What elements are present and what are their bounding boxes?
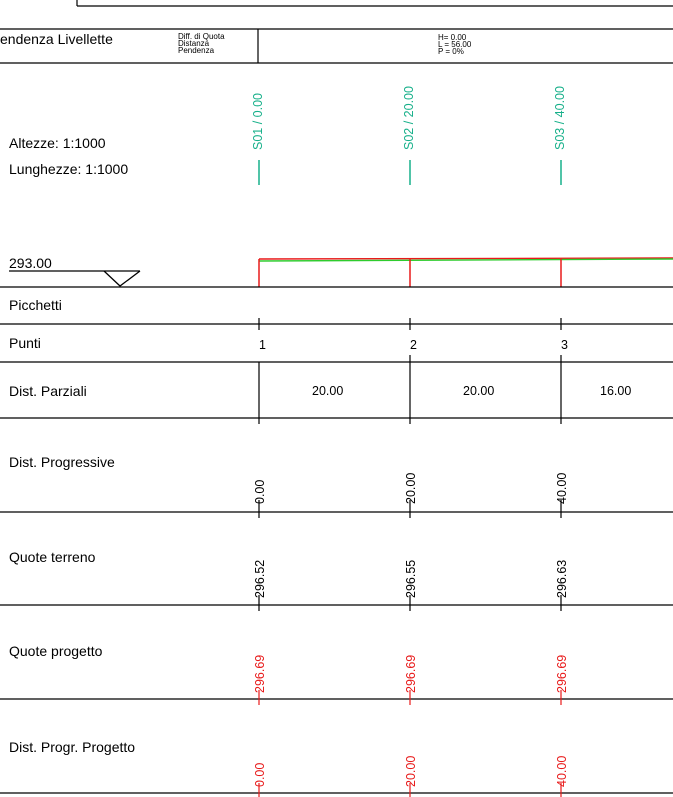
scale-heights: Altezze: 1:1000 [9, 135, 106, 151]
quote-progetto [253, 655, 569, 705]
dist-parziali [259, 355, 631, 424]
section-label: S02 / 20.00 [402, 86, 416, 150]
header-legend-line-3: Pendenza [178, 46, 215, 55]
row-label-punti: Punti [9, 335, 41, 351]
dist-progressive-value: 20.00 [404, 472, 418, 504]
quota-progetto-value: 296.69 [253, 654, 267, 693]
quota-terreno-value: 296.52 [253, 559, 267, 598]
header-title: endenza Livellette [0, 31, 113, 47]
header-value-3: P = 0% [438, 47, 464, 56]
partial-distance: 20.00 [312, 384, 344, 398]
dist-progressive-value: 0.00 [253, 479, 267, 504]
reference-level-value: 293.00 [9, 255, 52, 271]
header-legend-line-2: Distanza [178, 39, 210, 48]
section-label: S01 / 0.00 [251, 93, 265, 150]
dist-progr-progetto-value: 0.00 [253, 762, 267, 787]
dist-progr-progetto [253, 756, 569, 797]
header-band [0, 29, 673, 63]
quote-terreno [253, 560, 569, 611]
row-label-dist-progressive: Dist. Progressive [9, 454, 115, 470]
row-label-quote-terreno: Quote terreno [9, 549, 96, 565]
scale-lengths: Lunghezze: 1:1000 [9, 161, 129, 177]
partial-distance: 16.00 [600, 384, 632, 398]
quota-progetto-value: 296.69 [404, 654, 418, 693]
dist-progr-progetto-value: 20.00 [404, 755, 418, 787]
row-label-dist-parziali: Dist. Parziali [9, 383, 87, 399]
punto-number: 2 [410, 338, 417, 352]
dist-progressive [253, 473, 569, 518]
dist-progr-progetto-value: 40.00 [555, 755, 569, 787]
section-label: S03 / 40.00 [553, 86, 567, 150]
table-grid [0, 287, 673, 793]
punti-numbers [259, 338, 568, 352]
top-frame [77, 0, 673, 6]
header-legend-line-1: Diff. di Quota [178, 32, 225, 41]
section-labels [251, 86, 567, 185]
header-value-1: H= 0.00 [438, 33, 467, 42]
quota-terreno-value: 296.55 [404, 559, 418, 598]
quota-terreno-value: 296.63 [555, 559, 569, 598]
row-label-picchetti: Picchetti [9, 297, 62, 313]
row-label-quote-progetto: Quote progetto [9, 643, 103, 659]
punto-number: 1 [259, 338, 266, 352]
dist-progressive-value: 40.00 [555, 472, 569, 504]
level-triangle-icon [104, 271, 140, 286]
row-labels [9, 297, 135, 755]
partial-distance: 20.00 [463, 384, 495, 398]
reference-level [9, 255, 140, 286]
row-label-dist-progr-progetto: Dist. Progr. Progetto [9, 739, 136, 755]
profile-lines [259, 258, 673, 287]
quota-progetto-value: 296.69 [555, 654, 569, 693]
header-value-2: L = 56.00 [438, 40, 472, 49]
punto-number: 3 [561, 338, 568, 352]
